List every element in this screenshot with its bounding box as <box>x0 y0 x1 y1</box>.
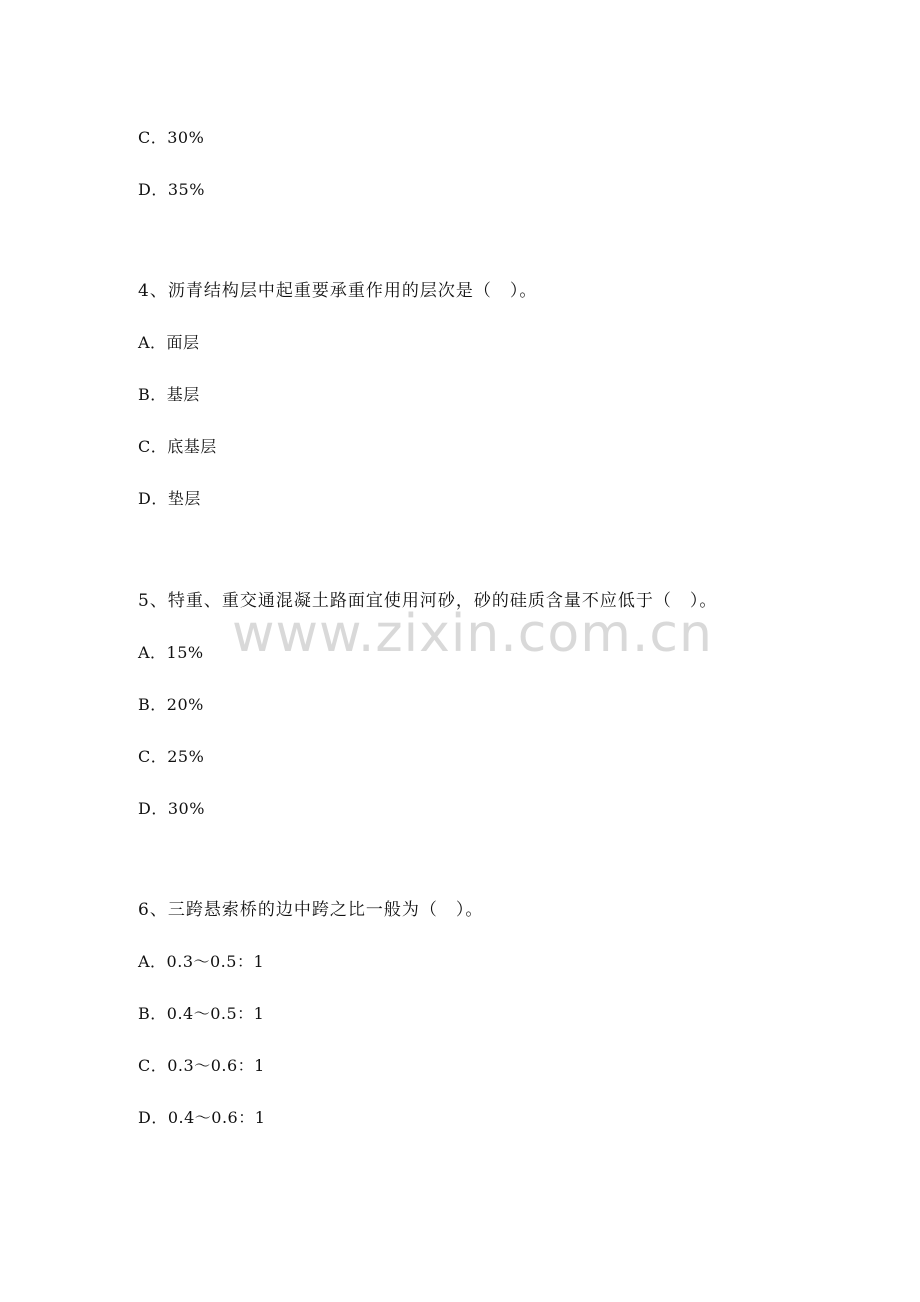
question-5-option-d: D．30% <box>138 799 205 818</box>
option-d-prev: D．35% <box>138 180 205 199</box>
question-4-option-d: D．垫层 <box>138 489 201 508</box>
question-6-option-c: C．0.3～0.6：1 <box>138 1056 265 1075</box>
question-6-option-d: D．0.4～0.6：1 <box>138 1108 266 1127</box>
question-5-stem: 5、特重、重交通混凝土路面宜使用河砂，砂的硅质含量不应低于（ ）。 <box>138 591 718 611</box>
question-4-option-b: B．基层 <box>138 385 200 404</box>
question-5-option-b: B．20% <box>138 695 204 714</box>
option-c-prev: C．30% <box>138 128 205 147</box>
question-6-option-a: A．0.3～0.5：1 <box>138 952 265 971</box>
question-4-option-a: A．面层 <box>138 333 200 352</box>
question-4-option-c: C．底基层 <box>138 437 217 456</box>
question-5-option-c: C．25% <box>138 747 205 766</box>
question-5-option-a: A．15% <box>138 643 204 662</box>
question-6-stem: 6、三跨悬索桥的边中跨之比一般为（ ）。 <box>138 900 484 920</box>
question-6-option-b: B．0.4～0.5：1 <box>138 1004 265 1023</box>
question-4-stem: 4、沥青结构层中起重要承重作用的层次是（ ）。 <box>138 281 538 301</box>
watermark-text: www.zixin.com.cn <box>232 604 713 664</box>
